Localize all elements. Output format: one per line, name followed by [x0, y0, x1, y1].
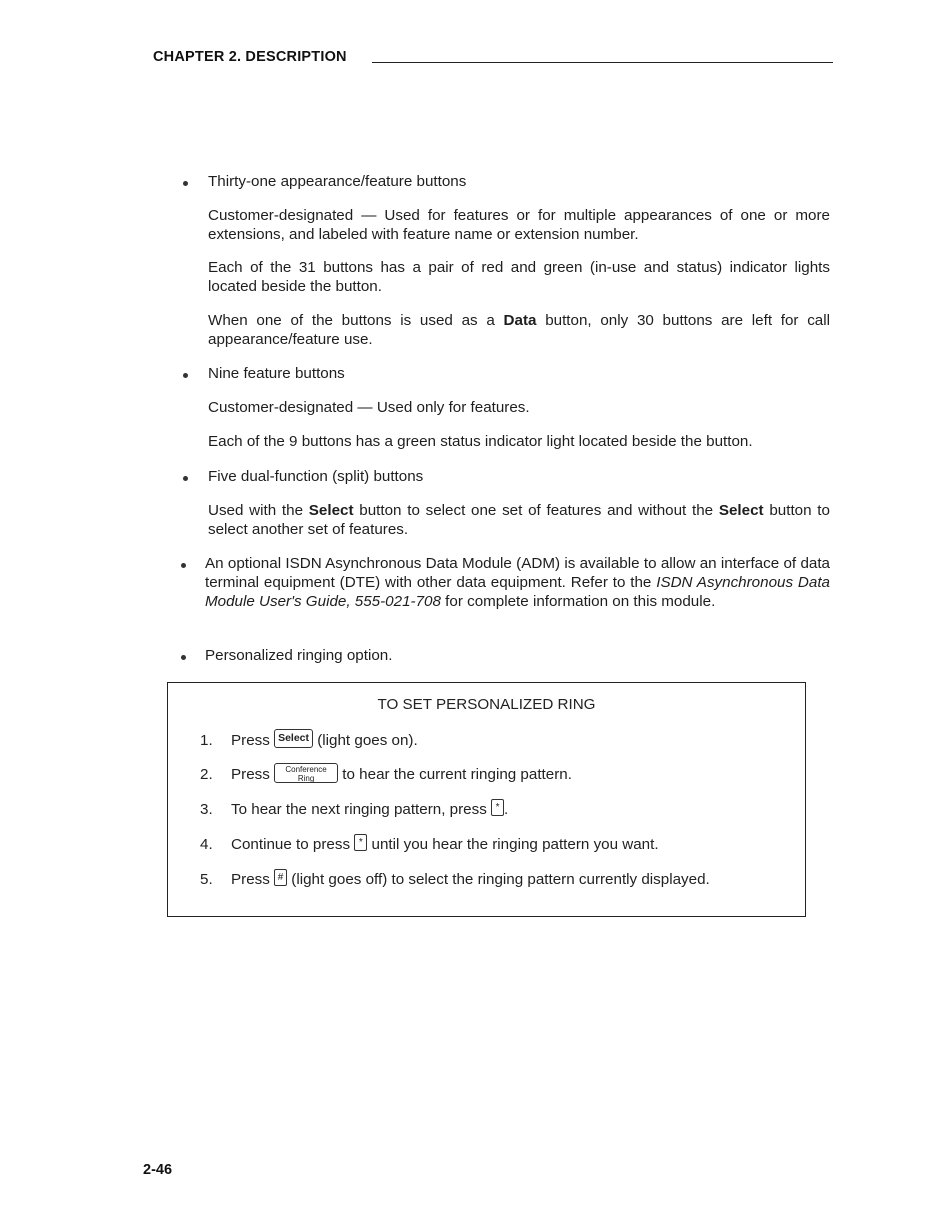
text-span: (light goes on). — [317, 732, 418, 749]
bullet-marker — [183, 373, 188, 378]
chapter-title: CHAPTER 2. DESCRIPTION — [153, 49, 347, 65]
bullet-thirty-one-buttons: Thirty-one appearance/feature buttons — [208, 173, 467, 190]
key-label-top: Conference — [285, 765, 327, 774]
bullet-nine-feature-buttons: Nine feature buttons — [208, 365, 345, 382]
step-text — [231, 731, 418, 750]
isdn-guide-title: ISDN Asynchronous Data Module User's Guide, 555-021-708 — [205, 574, 830, 610]
step-number: 2. — [200, 766, 213, 783]
bullet-five-dual-function-buttons: Five dual-function (split) buttons — [208, 468, 424, 485]
bullet-marker — [183, 181, 188, 186]
step-text — [231, 765, 572, 785]
indicator-lights-paragraph: Each of the 31 buttons has a pair of red and green (in-use and status) indicator lights located beside the button. — [208, 259, 830, 295]
header-rule — [372, 62, 833, 63]
data-button-paragraph — [208, 311, 830, 349]
text-span: (light goes off) to select the ringing pattern currently displayed. — [291, 871, 710, 888]
data-button-term: Data — [503, 312, 537, 329]
text-span: for complete information on this module. — [445, 593, 716, 610]
green-status-light-paragraph: Each of the 9 buttons has a green status indicator light located beside the button. — [208, 433, 753, 450]
text-span: Press — [231, 871, 270, 888]
procedure-title: TO SET PERSONALIZED RING — [377, 696, 596, 713]
select-button-term: Select — [718, 502, 764, 519]
step-number: 4. — [200, 836, 213, 853]
text-span: Press — [231, 766, 270, 784]
star-key-icon: * — [354, 834, 367, 851]
pound-key-icon: # — [274, 869, 287, 886]
step-text — [231, 870, 710, 889]
key-label-bottom: Ring — [297, 774, 315, 783]
text-span: When one of the buttons is used as a — [208, 312, 495, 329]
conference-ring-key-icon — [274, 763, 338, 783]
bullet-personalized-ringing: Personalized ringing option. — [205, 647, 393, 664]
star-key-icon: * — [491, 799, 504, 816]
step-number: 5. — [200, 871, 213, 888]
bullet-marker — [181, 563, 186, 568]
step-text — [231, 835, 659, 854]
select-button-term: Select — [308, 502, 354, 519]
text-span: To hear the next ringing pattern, press — [231, 801, 487, 818]
step-text — [231, 800, 508, 819]
text-span: Continue to press — [231, 836, 351, 853]
text-span: Used with the — [208, 502, 304, 519]
text-span: An optional ISDN Asynchronous Data Module (ADM) is available to allow an interface of data terminal equipment (DTE) with other data equipment. Refer to the — [205, 555, 830, 591]
text-span: until you hear the ringing pattern you want. — [371, 836, 659, 853]
text-span: . — [504, 801, 509, 818]
text-span: button to select one set of features and without the — [359, 502, 714, 519]
bullet-marker — [181, 655, 186, 660]
isdn-adm-paragraph — [205, 554, 830, 611]
customer-designated-features-paragraph: Customer-designated — Used only for features. — [208, 399, 530, 416]
step-number: 3. — [200, 801, 213, 818]
page-number: 2-46 — [143, 1162, 173, 1178]
text-span: Press — [231, 732, 270, 749]
text-span: button, only 30 buttons are left for call appearance/feature use. — [208, 312, 830, 348]
customer-designated-paragraph: Customer-designated — Used for features or for multiple appearances of one or more extensions, and labeled with feature name or extension number. — [208, 207, 830, 243]
select-button-paragraph — [208, 501, 830, 539]
text-span: button to select another set of features. — [208, 502, 830, 538]
select-key-icon: Select — [274, 729, 313, 748]
text-span: to hear the current ringing pattern. — [342, 766, 572, 784]
step-number: 1. — [200, 732, 213, 749]
procedure-box — [167, 682, 806, 917]
page-header — [153, 49, 833, 69]
bullet-marker — [183, 476, 188, 481]
